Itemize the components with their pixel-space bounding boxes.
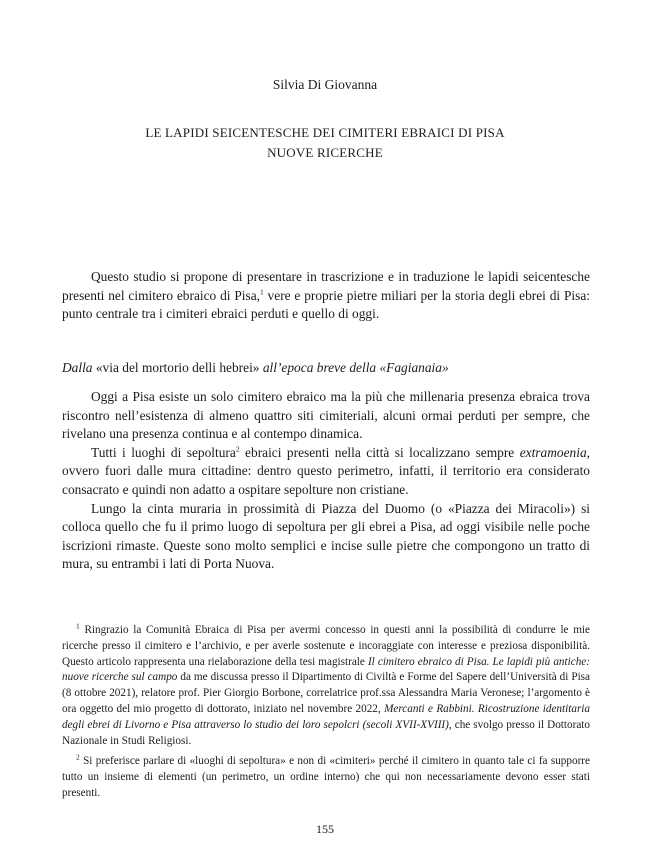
- abstract: [62, 268, 590, 324]
- body-paragraph: Tutti i luoghi di sepoltura$^2$ ebraici presenti nella città si localizzano sempre extramoenia, ovvero fuori dalle mura cittadine: dentro questo perimetro, infatti, il territorio era considerato consacrato e quindi non adatto a ospitare sepolture non cristiane.: [62, 444, 590, 497]
- page-number: 155: [316, 822, 334, 836]
- body-paragraph: Oggi a Pisa esiste un solo cimitero ebraico ma la più che millenaria presenza ebraica trova riscontro nell’esistenza di almeno quattro siti cimiteriali, alcuni ormai perduti per sempre, che rivelano una presenza continua e al contempo dinamica.: [62, 389, 590, 442]
- body-paragraph: Lungo la cinta muraria in prossimità di Piazza del Duomo (o «Piazza dei Miracoli») si colloca quello che fu il primo luogo di sepoltura per gli ebrei a Pisa, ad oggi visibile nelle poche iscrizioni rimaste. Queste sono molto semplici e incise sulle pietre che compongono un tratto di mura, su entrambi i lati di Porta Nuova.: [62, 500, 590, 572]
- article-title: LE LAPIDI SEICENTESCHE DEI CIMITERI EBRAICI DI PISA: [145, 125, 505, 140]
- footnote-2: $^2$ Si preferisce parlare di «luoghi di sepoltura» e non di «cimiteri» perché il cimitero in quanto tale ci fa supporre tutto un insieme di elementi (un perimetro, un ordine interno) che qui non necessariamente devono esser stati presenti.: [62, 752, 590, 799]
- footnote-1: $^1$ Ringrazio la Comunità Ebraica di Pisa per avermi concesso in questi anni la possibilità di condurre le mie ricerche presso il cimitero e l’archivio, e per averle sostenute e incoraggiate con interesse e preziosa disponibilità. Questo articolo rappresenta una rielaborazione della tesi magistrale Il cimitero ebraico di Pisa. Le lapidi più antiche: nuove ricerche sul campo da me discussa presso il Dipartimento di Civiltà e Forme del Sapere dell’Università di Pisa (8 ottobre 2021), relatore prof. Pier Giorgio Borbone, correlatrice prof.ssa Alessandra Maria Veronese; l’argomento è ora oggetto del mio progetto di dottorato, iniziato nel novembre 2022, Mercanti e Rabbini. Ricostruzione identitaria degli ebrei di Livorno e Pisa attraverso lo studio dei loro sepolcri (secoli XVII-XVIII), che svolgo presso il Dottorato Nazionale in Studi Religiosi.: [62, 621, 590, 747]
- abstract-paragraph: Questo studio si propone di presentare in trascrizione e in traduzione le lapidi seicentesche presenti nel cimitero ebraico di Pisa,$^1$ vere e proprie pietre miliari per la storia degli ebrei di Pisa: punto centrale tra i cimiteri ebraici perduti e quello di oggi.: [62, 269, 590, 322]
- footnotes: [62, 623, 590, 807]
- footnote-ref-2[interactable]: 2: [235, 444, 240, 454]
- author-name: Silvia Di Giovanna: [272, 77, 378, 92]
- article-subtitle: NUOVE RICERCHE: [267, 145, 383, 160]
- main-text: [62, 388, 590, 574]
- footnote-ref-1[interactable]: 1: [259, 287, 264, 297]
- section-heading: Dalla «via del mortorio delli hebrei» all’epoca breve della «Fagianaia»: [62, 360, 449, 375]
